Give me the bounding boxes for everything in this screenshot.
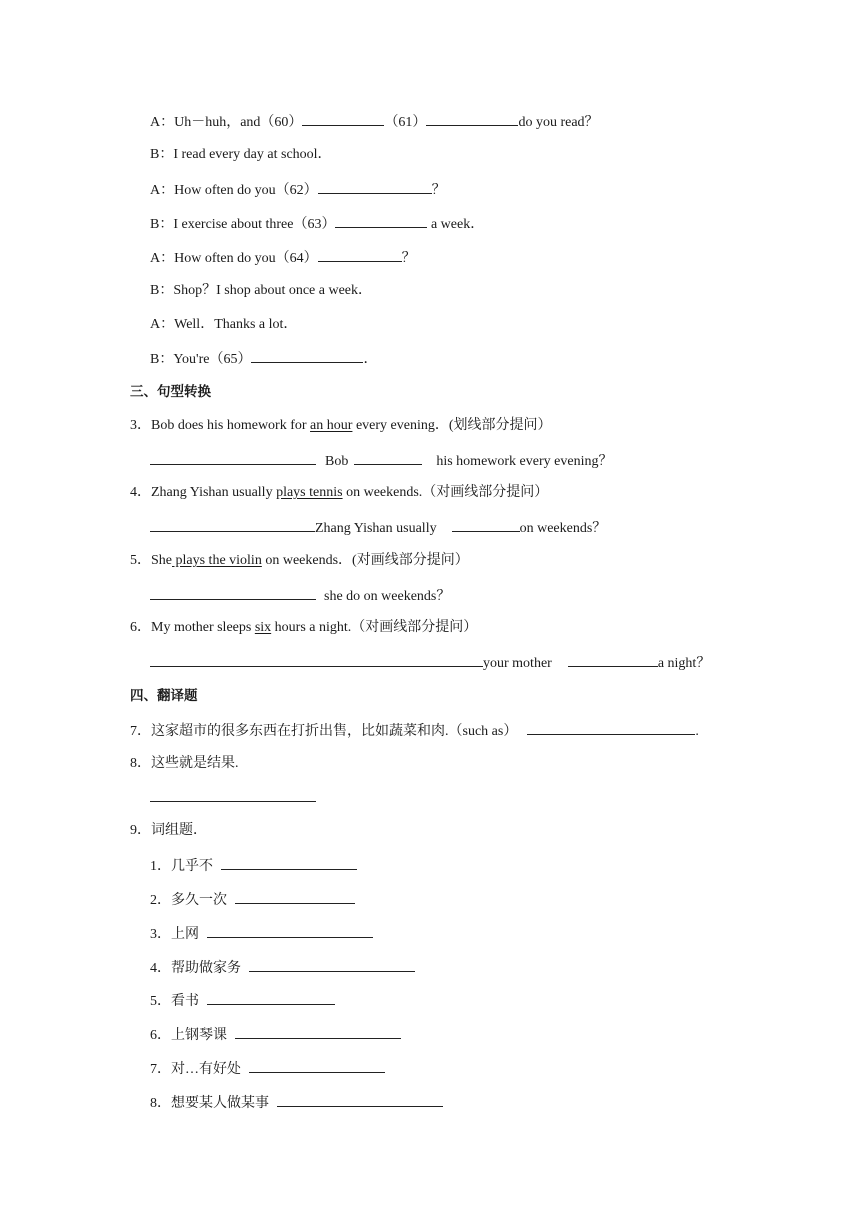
answer-blank[interactable] bbox=[277, 1093, 443, 1107]
question-6 bbox=[130, 619, 477, 637]
answer-blank[interactable] bbox=[150, 586, 316, 600]
dialogue-line-62 bbox=[150, 180, 446, 198]
dialogue-text: A：How often do you（62） bbox=[150, 183, 318, 198]
dialogue-line: A：Well．Thanks a lot． bbox=[150, 317, 298, 332]
answer-blank[interactable] bbox=[452, 518, 520, 532]
question-text: 3．Bob does his homework for bbox=[130, 418, 311, 433]
dialogue-text: ？ bbox=[431, 183, 446, 198]
dialogue-line-60-61 bbox=[150, 112, 599, 130]
answer-blank[interactable] bbox=[207, 991, 335, 1005]
phrase-item-4 bbox=[150, 958, 415, 976]
answer-text: a night？ bbox=[657, 656, 711, 671]
question-text: every evening．(划线部分提问） bbox=[352, 418, 552, 433]
dialogue-text: a week． bbox=[427, 217, 485, 232]
dialogue-text: ？ bbox=[401, 251, 416, 266]
blank-65[interactable] bbox=[251, 349, 363, 363]
answer-blank[interactable] bbox=[568, 653, 658, 667]
phrase-text: 6．上钢琴课 bbox=[150, 1028, 227, 1043]
question-text: . bbox=[695, 724, 699, 739]
phrase-text: 7．对…有好处 bbox=[150, 1062, 241, 1077]
question-4 bbox=[130, 484, 548, 502]
dialogue-text: B：I exercise about three（63） bbox=[150, 217, 336, 232]
question-text: 7．这家超市的很多东西在打折出售，比如蔬菜和肉.（such as） bbox=[130, 724, 518, 739]
question-text: 6．My mother sleeps bbox=[130, 620, 255, 635]
dialogue-text: ． bbox=[363, 352, 378, 367]
dialogue-line-63 bbox=[150, 214, 484, 232]
blank-64[interactable] bbox=[318, 248, 402, 262]
answer-blank[interactable] bbox=[150, 653, 483, 667]
question-text: 4．Zhang Yishan usually bbox=[130, 485, 277, 500]
dialogue-text: A：How often do you（64） bbox=[150, 251, 318, 266]
phrase-item-1 bbox=[150, 856, 357, 874]
dialogue-line: B：Shop？I shop about once a week． bbox=[150, 283, 373, 298]
phrase-text: 8．想要某人做某事 bbox=[150, 1096, 269, 1111]
answer-blank[interactable] bbox=[150, 788, 316, 802]
answer-line-4 bbox=[150, 518, 606, 536]
question-text: hours a night.（对画线部分提问） bbox=[271, 620, 478, 635]
question-8: 8．这些就是结果. bbox=[130, 756, 239, 771]
underlined-phrase: an hour bbox=[310, 418, 353, 433]
phrase-text: 4．帮助做家务 bbox=[150, 961, 241, 976]
blank-61[interactable] bbox=[426, 112, 518, 126]
blank-63[interactable] bbox=[335, 214, 427, 228]
dialogue-text: do you read？ bbox=[518, 115, 599, 130]
answer-blank[interactable] bbox=[235, 890, 355, 904]
question-text: 5．She bbox=[130, 553, 172, 568]
question-3 bbox=[130, 417, 552, 435]
dialogue-text: B：You're（65） bbox=[150, 352, 252, 367]
answer-blank[interactable] bbox=[150, 518, 315, 532]
answer-text: Zhang Yishan usually bbox=[315, 521, 437, 536]
underlined-phrase: plays tennis bbox=[276, 485, 343, 500]
phrase-text: 3．上网 bbox=[150, 927, 199, 942]
dialogue-text: （61） bbox=[384, 115, 427, 130]
answer-line-5 bbox=[150, 586, 450, 604]
question-text: on weekends.（对画线部分提问） bbox=[342, 485, 549, 500]
question-5 bbox=[130, 552, 469, 570]
answer-blank[interactable] bbox=[249, 958, 415, 972]
phrase-item-5 bbox=[150, 991, 335, 1009]
section-heading-4: 四、翻译题 bbox=[130, 688, 198, 704]
underlined-phrase: six bbox=[254, 620, 272, 635]
phrase-text: 2．多久一次 bbox=[150, 893, 227, 908]
answer-text: his homework every evening？ bbox=[436, 454, 613, 469]
answer-line-3 bbox=[150, 451, 612, 469]
answer-blank[interactable] bbox=[235, 1025, 401, 1039]
answer-blank[interactable] bbox=[527, 721, 695, 735]
blank-60[interactable] bbox=[302, 112, 384, 126]
phrase-item-3 bbox=[150, 924, 373, 942]
phrase-text: 1．几乎不 bbox=[150, 859, 213, 874]
answer-line-6 bbox=[150, 653, 710, 671]
underlined-phrase: plays the violin bbox=[172, 553, 262, 568]
blank-62[interactable] bbox=[318, 180, 432, 194]
answer-text: she do on weekends？ bbox=[324, 589, 451, 604]
phrase-text: 5．看书 bbox=[150, 994, 199, 1009]
answer-blank[interactable] bbox=[207, 924, 373, 938]
section-heading-3: 三、句型转换 bbox=[130, 384, 211, 400]
dialogue-line: B：I read every day at school． bbox=[150, 147, 332, 162]
dialogue-line-65 bbox=[150, 349, 377, 367]
dialogue-text: A：Uh－huh，and（60） bbox=[150, 115, 303, 130]
phrase-item-2 bbox=[150, 890, 355, 908]
answer-blank[interactable] bbox=[249, 1059, 385, 1073]
phrase-item-6 bbox=[150, 1025, 401, 1043]
answer-line-8 bbox=[150, 788, 316, 806]
question-text: on weekends．(对画线部分提问） bbox=[261, 553, 469, 568]
answer-text: your mother bbox=[483, 656, 552, 671]
answer-blank[interactable] bbox=[221, 856, 357, 870]
answer-text: Bob bbox=[325, 454, 349, 469]
question-9: 9．词组题． bbox=[130, 823, 207, 838]
answer-blank[interactable] bbox=[354, 451, 422, 465]
answer-text: on weekends？ bbox=[519, 521, 607, 536]
dialogue-line-64 bbox=[150, 248, 416, 266]
answer-blank[interactable] bbox=[150, 451, 316, 465]
question-7 bbox=[130, 721, 699, 739]
phrase-item-7 bbox=[150, 1059, 385, 1077]
phrase-item-8 bbox=[150, 1093, 443, 1111]
